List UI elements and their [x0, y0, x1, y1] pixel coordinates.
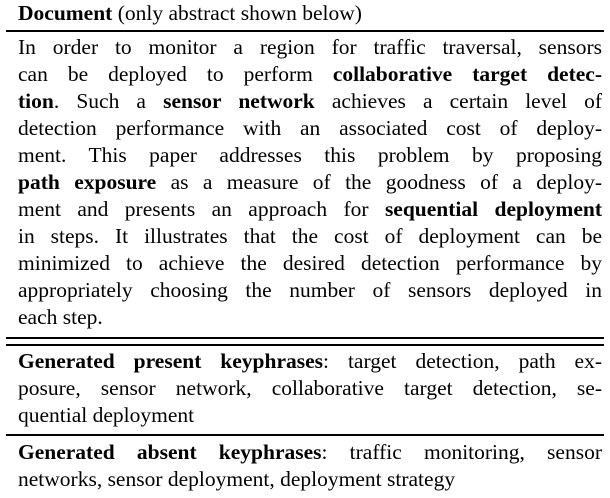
bold-keyphrase: path exposure	[18, 170, 157, 194]
abstract-line	[18, 115, 602, 142]
keyphrase-divider	[6, 434, 604, 436]
text-run: in steps. It illustrates that the cost of deployment can be	[18, 224, 602, 248]
abstract-line	[18, 61, 602, 88]
text-run: In order to monitor a region for traffic traversal, sensors	[18, 35, 602, 59]
abstract-line	[18, 142, 602, 169]
double-rule-bottom	[6, 344, 604, 346]
double-rule-top	[6, 337, 604, 339]
text-run: quential deployment	[18, 403, 195, 427]
absent-line	[18, 439, 602, 466]
header-divider	[6, 30, 604, 32]
bold-keyphrase: Generated absent keyphrases	[18, 440, 322, 464]
present-keyphrases	[18, 348, 602, 429]
document-note: (only abstract shown below)	[112, 1, 362, 25]
text-run: . Such a	[53, 89, 164, 113]
text-run: ment. This paper addresses this problem by proposing	[18, 143, 602, 167]
bold-keyphrase: sensor network	[163, 89, 315, 113]
bold-keyphrase: sequential deployment	[384, 197, 602, 221]
abstract-line	[18, 277, 602, 304]
present-line	[18, 375, 602, 402]
bold-keyphrase: tion	[18, 89, 54, 113]
abstract-line	[18, 223, 602, 250]
text-run: detection performance with an associated cost of deploy-	[18, 116, 602, 140]
text-run: can be deployed to perform	[18, 62, 333, 86]
text-run: achieves a certain level of	[314, 89, 603, 113]
document-label: Document	[18, 1, 113, 25]
abstract-line	[18, 34, 602, 61]
text-run: posure, sensor network, collaborative target detection, se-	[18, 376, 602, 400]
present-line	[18, 348, 602, 375]
abstract-line	[18, 196, 602, 223]
present-line	[18, 402, 602, 429]
abstract-line	[18, 250, 602, 277]
text-run: as a measure of the goodness of a deploy-	[156, 170, 602, 194]
text-run: ment and presents an approach for	[18, 197, 385, 221]
absent-keyphrases	[18, 439, 602, 493]
text-run: minimized to achieve the desired detection performance by	[18, 251, 602, 275]
abstract-line	[18, 169, 602, 196]
abstract-text	[18, 34, 602, 331]
bold-keyphrase: Generated present keyphrases	[18, 349, 324, 373]
document-header	[18, 0, 602, 27]
text-run: networks, sensor deployment, deployment strategy	[18, 467, 456, 491]
abstract-line	[18, 88, 602, 115]
abstract-line	[18, 304, 602, 331]
absent-line	[18, 466, 602, 493]
text-run: each step.	[18, 305, 103, 329]
text-run: appropriately choosing the number of sensors deployed in	[18, 278, 602, 302]
text-run: : traffic monitoring, sensor	[321, 440, 602, 464]
text-run: : target detection, path ex-	[323, 349, 602, 373]
bold-keyphrase: collaborative target detec-	[332, 62, 602, 86]
